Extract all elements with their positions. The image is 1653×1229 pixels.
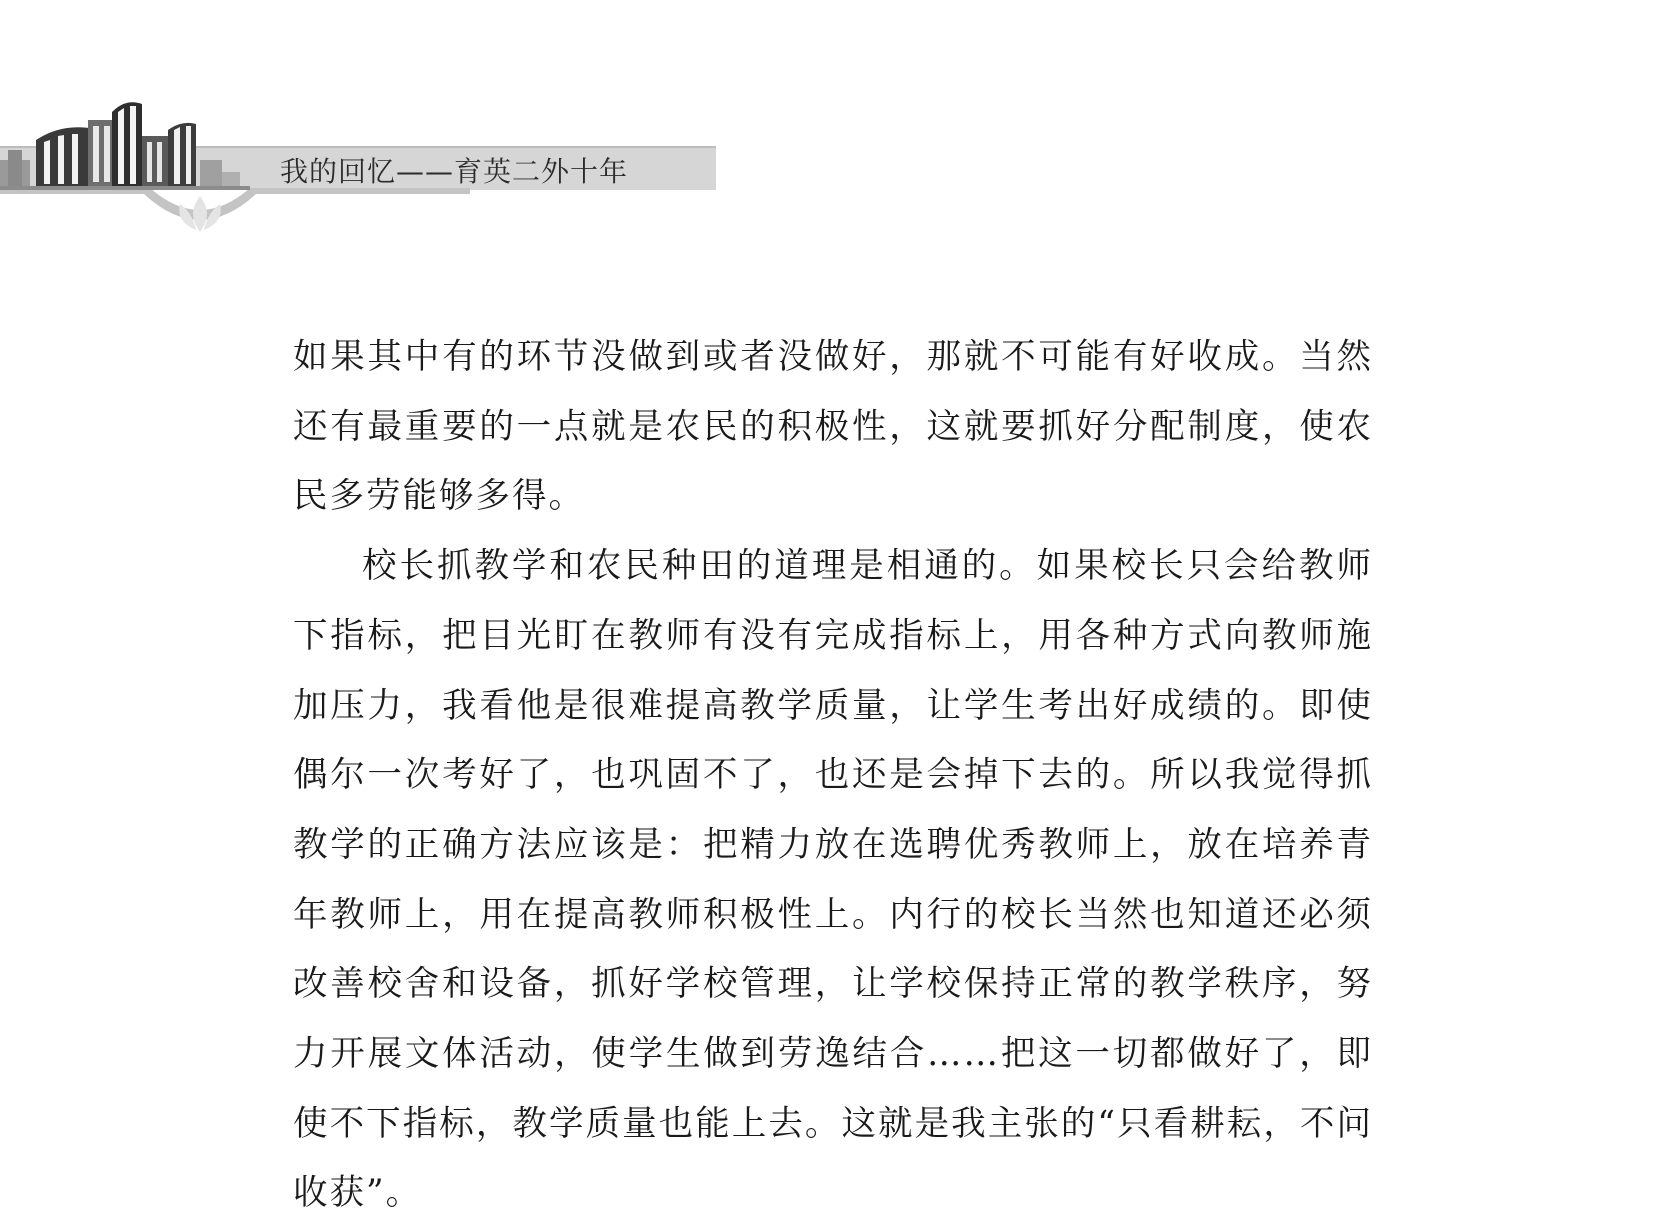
- paragraph: 校长抓教学和农民种田的道理是相通的。如果校长只会给教师下指标，把目光盯在教师有没有完成指标上，用各种方式向教师施加压力，我看他是很难提高教学质量，让学生考出好成绩的。即使偶尔一次考好了，也巩固不了，也还是会掉下去的。所以我觉得抓教学的正确方法应该是：把精力放在选聘优秀教师上，放在培养青年教师上，用在提高教师积极性上。内行的校长当然也知道还必须改善校舍和设备，抓好学校管理，让学校保持正常的教学秩序，努力开展文体活动，使学生做到劳逸结合……把这一切都做好了，即使不下指标，教学质量也能上去。这就是我主张的“只看耕耘，不问收获”。: [293, 546, 1373, 1214]
- city-buildings-emblem: [0, 0, 720, 240]
- running-title: 我的回忆——育英二外十年: [280, 155, 629, 188]
- paragraph: 如果其中有的环节没做到或者没做好，那就不可能有好收成。当然还有最重要的一点就是农民的积极性，这就要抓好分配制度，使农民多劳能够多得。: [293, 337, 1373, 517]
- body-text: [293, 323, 1373, 1229]
- running-header: [0, 0, 1653, 240]
